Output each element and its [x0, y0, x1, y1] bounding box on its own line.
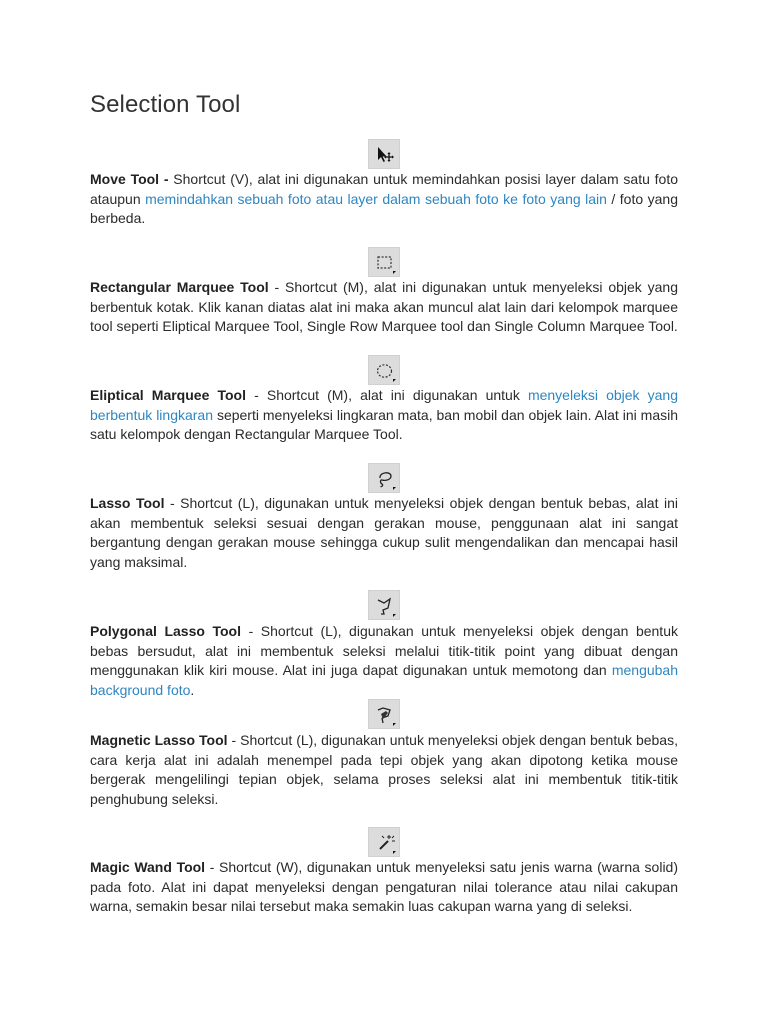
lasso-paragraph: [90, 494, 678, 572]
polygonal-lasso-link[interactable]: mengubah background foto: [90, 662, 678, 698]
elliptical-marquee-text-a: - Shortcut (M), alat ini digunakan untuk: [245, 387, 528, 403]
rectangular-marquee-text: - Shortcut (M), alat ini digunakan untuk menyeleksi objek yang berbentuk kotak. Klik kanan diatas alat ini maka akan muncul alat lain dari kelompok marquee tool seperti Eliptical Marquee Tool, Single Row Marquee tool dan Single Column Marquee Tool.: [90, 279, 678, 335]
lasso-text: - Shortcut (L), digunakan untuk menyeleksi objek dengan bentuk bebas, alat ini akan membentuk seleksi sesuai dengan gerakan mouse, penggunaan alat ini sangat bergantung dengan gerakan mouse sehingga cukup sulit mengendalikan dan mencapai hasil yang maksimal.: [90, 495, 678, 570]
lasso-name: Lasso Tool: [90, 495, 165, 511]
magnetic-lasso-text: - Shortcut (L), digunakan untuk menyeleksi objek dengan bentuk bebas, cara kerja alat ini adalah menempel pada tepi objek yang akan dipotong ketika mouse bergerak mengelilingi tepian objek, selama proses seleksi alat ini membentuk titik-titik penghubung seleksi.: [90, 732, 678, 807]
move-tool-link[interactable]: memindahkan sebuah foto atau layer dalam sebuah foto ke foto yang lain: [145, 190, 607, 207]
magnetic-lasso-icon: [368, 699, 400, 729]
magic-wand-name: Magic Wand Tool: [90, 859, 206, 875]
polygonal-lasso-icon: [368, 590, 400, 620]
polygonal-lasso-text-b: .: [190, 681, 195, 698]
page-title: Selection Tool: [90, 91, 241, 118]
elliptical-marquee-icon: [368, 355, 400, 385]
move-tool-text-b: / foto yang berbeda.: [90, 190, 678, 227]
move-tool-paragraph: [90, 170, 678, 229]
polygonal-lasso-paragraph: [90, 622, 678, 700]
elliptical-marquee-link[interactable]: menyeleksi objek yang berbentuk lingkaran: [90, 387, 679, 423]
rectangular-marquee-paragraph: [90, 278, 678, 337]
move-tool-text-a: Shortcut (V), alat ini digunakan untuk memindahkan posisi layer dalam satu foto ataupun: [90, 171, 679, 207]
elliptical-marquee-text-b: seperti menyeleksi lingkaran mata, ban mobil dan objek lain. Alat ini masih satu kelompok dengan Rectangular Marquee Tool.: [90, 406, 678, 443]
magnetic-lasso-name: Magnetic Lasso Tool: [90, 732, 228, 748]
rectangular-marquee-icon: [368, 247, 400, 277]
rectangular-marquee-name: Rectangular Marquee Tool: [90, 279, 269, 295]
elliptical-marquee-name: Eliptical Marquee Tool: [90, 387, 246, 403]
move-tool-name: Move Tool -: [90, 171, 169, 187]
magic-wand-icon: [368, 827, 400, 857]
magic-wand-text: - Shortcut (W), digunakan untuk menyeleksi satu jenis warna (warna solid) pada foto. Alat ini dapat menyeleksi dengan pengaturan nilai tolerance atau nilai cakupan warna, semakin besar nilai tersebut maka semakin luas cakupan warna yang di seleksi.: [90, 859, 678, 915]
magnetic-lasso-paragraph: [90, 731, 678, 809]
move-tool-icon: [368, 139, 400, 169]
magic-wand-paragraph: [90, 858, 678, 917]
polygonal-lasso-name: Polygonal Lasso Tool: [90, 623, 241, 639]
lasso-icon: [368, 463, 400, 493]
elliptical-marquee-paragraph: [90, 386, 678, 445]
polygonal-lasso-text-a: - Shortcut (L), digunakan untuk menyeleksi objek dengan bentuk bebas bersudut, alat ini membentuk seleksi melalui titik-titik point yang dibuat dengan menggunakan klik kiri mouse. Alat ini juga dapat digunakan untuk memotong dan: [90, 623, 678, 679]
